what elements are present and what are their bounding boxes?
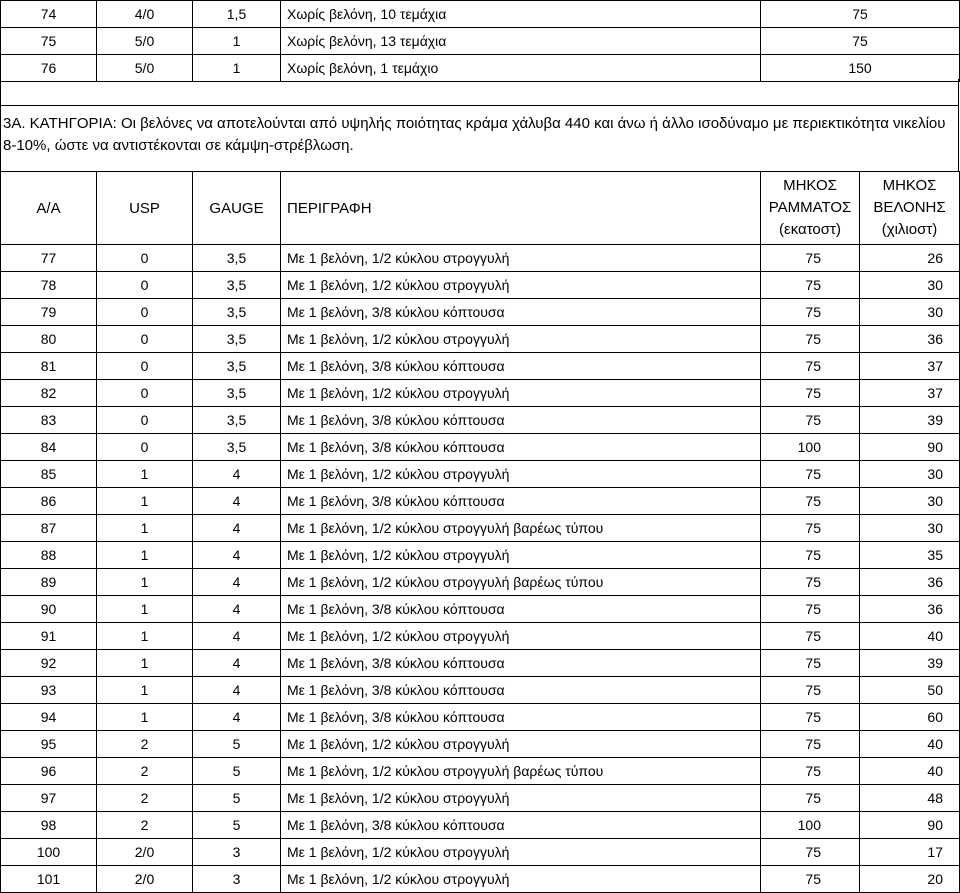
header-id: Α/Α <box>1 172 97 245</box>
cell-gauge: 4 <box>193 542 281 569</box>
cell-description: Με 1 βελόνη, 3/8 κύκλου κόπτουσα <box>281 596 761 623</box>
cell-id: 98 <box>1 812 97 839</box>
table-row <box>1 839 960 866</box>
cell-usp: 1 <box>97 623 193 650</box>
cell-usp: 2/0 <box>97 839 193 866</box>
cell-usp: 1 <box>97 650 193 677</box>
header-suture-length-line2: ΡΑΜΜΑΤΟΣ <box>768 199 852 217</box>
cell-usp: 2 <box>97 785 193 812</box>
cell-needle-length: 40 <box>860 731 960 758</box>
cell-suture-length: 75 <box>761 623 860 650</box>
table-row <box>1 515 960 542</box>
cell-description: Με 1 βελόνη, 3/8 κύκλου κόπτουσα <box>281 704 761 731</box>
cell-suture-length: 75 <box>761 704 860 731</box>
cell-id: 101 <box>1 866 97 893</box>
cell-gauge: 3,5 <box>193 434 281 461</box>
table-row <box>1 353 960 380</box>
cell-gauge: 3,5 <box>193 245 281 272</box>
cell-gauge: 4 <box>193 623 281 650</box>
cell-description: Με 1 βελόνη, 1/2 κύκλου στρογγυλή βαρέως τύπου <box>281 758 761 785</box>
cell-needle-length: 37 <box>860 353 960 380</box>
cell-gauge: 3 <box>193 839 281 866</box>
cell-gauge: 3,5 <box>193 353 281 380</box>
cell-id: 84 <box>1 434 97 461</box>
cell-usp: 1 <box>97 515 193 542</box>
cell-id: 85 <box>1 461 97 488</box>
cell-needle-length: 40 <box>860 758 960 785</box>
cell-needle-length: 90 <box>860 434 960 461</box>
cell-id: 90 <box>1 596 97 623</box>
table-row <box>1 326 960 353</box>
cell-needle-length: 40 <box>860 623 960 650</box>
cell-id: 91 <box>1 623 97 650</box>
table-row <box>1 380 960 407</box>
cell-usp: 2 <box>97 731 193 758</box>
cell-needle-length: 36 <box>860 569 960 596</box>
cell-suture-length: 150 <box>761 55 960 82</box>
cell-gauge: 3,5 <box>193 272 281 299</box>
cell-id: 74 <box>1 1 97 28</box>
cell-id: 97 <box>1 785 97 812</box>
cell-usp: 1 <box>97 596 193 623</box>
cell-gauge: 1 <box>193 55 281 82</box>
cell-usp: 0 <box>97 434 193 461</box>
cell-description: Με 1 βελόνη, 3/8 κύκλου κόπτουσα <box>281 407 761 434</box>
cell-id: 95 <box>1 731 97 758</box>
cell-usp: 2 <box>97 758 193 785</box>
header-gauge: GAUGE <box>193 172 281 245</box>
cell-gauge: 5 <box>193 731 281 758</box>
cell-suture-length: 75 <box>761 866 860 893</box>
cell-suture-length: 75 <box>761 245 860 272</box>
cell-needle-length: 37 <box>860 380 960 407</box>
cell-gauge: 4 <box>193 704 281 731</box>
section-note-text: 3Α. ΚΑΤΗΓΟΡΙΑ: Οι βελόνες να αποτελούνται από υψηλής ποιότητας κράμα χάλυβα 440 και άνω ή άλλο ισοδύναμο με περιεκτικότητα νικελίου 8-10%, ώστε να αντιστέκονται σε κάμψη-στρέβλωση. <box>3 115 946 154</box>
table-row <box>1 299 960 326</box>
cell-suture-length: 75 <box>761 731 860 758</box>
cell-usp: 1 <box>97 569 193 596</box>
cell-gauge: 3 <box>193 866 281 893</box>
cell-needle-length: 20 <box>860 866 960 893</box>
cell-id: 92 <box>1 650 97 677</box>
cell-needle-length: 90 <box>860 812 960 839</box>
cell-needle-length: 30 <box>860 461 960 488</box>
table-row <box>1 461 960 488</box>
cell-id: 88 <box>1 542 97 569</box>
cell-suture-length: 75 <box>761 515 860 542</box>
cell-gauge: 4 <box>193 515 281 542</box>
cell-needle-length: 48 <box>860 785 960 812</box>
cell-suture-length: 75 <box>761 407 860 434</box>
cell-suture-length: 75 <box>761 1 960 28</box>
cell-description: Με 1 βελόνη, 1/2 κύκλου στρογγυλή <box>281 731 761 758</box>
cell-id: 81 <box>1 353 97 380</box>
cell-id: 78 <box>1 272 97 299</box>
header-suture-length-line1: ΜΗΚΟΣ <box>783 177 837 195</box>
cell-description: Χωρίς βελόνη, 10 τεμάχια <box>281 1 761 28</box>
section-note <box>0 105 959 171</box>
cell-gauge: 1,5 <box>193 1 281 28</box>
cell-id: 83 <box>1 407 97 434</box>
cell-needle-length: 30 <box>860 299 960 326</box>
cell-id: 96 <box>1 758 97 785</box>
cell-description: Με 1 βελόνη, 3/8 κύκλου κόπτουσα <box>281 434 761 461</box>
cell-gauge: 5 <box>193 785 281 812</box>
cell-suture-length: 75 <box>761 839 860 866</box>
cell-id: 86 <box>1 488 97 515</box>
cell-gauge: 4 <box>193 650 281 677</box>
cell-usp: 0 <box>97 299 193 326</box>
table-row <box>1 731 960 758</box>
cell-id: 75 <box>1 28 97 55</box>
cell-suture-length: 75 <box>761 28 960 55</box>
table-row <box>1 407 960 434</box>
cell-gauge: 4 <box>193 461 281 488</box>
table-row <box>1 677 960 704</box>
cell-gauge: 3,5 <box>193 326 281 353</box>
cell-needle-length: 17 <box>860 839 960 866</box>
header-needle-length-line2: ΒΕΛΟΝΗΣ <box>873 199 946 217</box>
cell-suture-length: 75 <box>761 488 860 515</box>
cell-needle-length: 39 <box>860 650 960 677</box>
cell-usp: 1 <box>97 704 193 731</box>
cell-gauge: 3,5 <box>193 299 281 326</box>
table-row <box>1 812 960 839</box>
cell-needle-length: 30 <box>860 272 960 299</box>
table-row <box>1 650 960 677</box>
cell-suture-length: 100 <box>761 812 860 839</box>
cell-needle-length: 30 <box>860 515 960 542</box>
cell-id: 100 <box>1 839 97 866</box>
cell-description: Με 1 βελόνη, 1/2 κύκλου στρογγυλή <box>281 461 761 488</box>
table-header-row <box>1 172 960 245</box>
blank-row <box>0 79 959 106</box>
table-row <box>1 272 960 299</box>
cell-usp: 1 <box>97 488 193 515</box>
header-description: ΠΕΡΙΓΡΑΦΗ <box>281 172 761 245</box>
cell-suture-length: 75 <box>761 677 860 704</box>
cell-description: Με 1 βελόνη, 1/2 κύκλου στρογγυλή <box>281 785 761 812</box>
table-row <box>1 758 960 785</box>
cell-suture-length: 75 <box>761 353 860 380</box>
cell-gauge: 3,5 <box>193 407 281 434</box>
cell-id: 82 <box>1 380 97 407</box>
table-row <box>1 434 960 461</box>
cell-usp: 0 <box>97 380 193 407</box>
cell-description: Με 1 βελόνη, 1/2 κύκλου στρογγυλή <box>281 326 761 353</box>
cell-description: Χωρίς βελόνη, 13 τεμάχια <box>281 28 761 55</box>
table-row <box>1 704 960 731</box>
cell-description: Με 1 βελόνη, 1/2 κύκλου στρογγυλή <box>281 839 761 866</box>
cell-needle-length: 36 <box>860 326 960 353</box>
cell-gauge: 3,5 <box>193 380 281 407</box>
cell-description: Με 1 βελόνη, 1/2 κύκλου στρογγυλή <box>281 380 761 407</box>
cell-description: Με 1 βελόνη, 3/8 κύκλου κόπτουσα <box>281 650 761 677</box>
cell-gauge: 4 <box>193 677 281 704</box>
header-needle-length-line3: (χιλιοστ) <box>881 220 938 238</box>
cell-needle-length: 35 <box>860 542 960 569</box>
cell-usp: 0 <box>97 353 193 380</box>
cell-usp: 4/0 <box>97 1 193 28</box>
cell-description: Με 1 βελόνη, 1/2 κύκλου στρογγυλή βαρέως τύπου <box>281 569 761 596</box>
top-table-row <box>1 55 960 82</box>
cell-suture-length: 75 <box>761 326 860 353</box>
cell-suture-length: 75 <box>761 461 860 488</box>
table-row <box>1 569 960 596</box>
cell-id: 76 <box>1 55 97 82</box>
cell-gauge: 4 <box>193 596 281 623</box>
sutures-table <box>0 171 960 893</box>
cell-suture-length: 75 <box>761 758 860 785</box>
cell-suture-length: 75 <box>761 380 860 407</box>
header-needle-length-line1: ΜΗΚΟΣ <box>882 177 937 195</box>
cell-id: 77 <box>1 245 97 272</box>
cell-id: 93 <box>1 677 97 704</box>
cell-id: 79 <box>1 299 97 326</box>
cell-gauge: 1 <box>193 28 281 55</box>
cell-usp: 0 <box>97 272 193 299</box>
cell-suture-length: 75 <box>761 650 860 677</box>
cell-usp: 0 <box>97 407 193 434</box>
header-suture-length <box>761 172 860 245</box>
cell-gauge: 4 <box>193 569 281 596</box>
cell-usp: 5/0 <box>97 28 193 55</box>
cell-id: 94 <box>1 704 97 731</box>
cell-description: Με 1 βελόνη, 1/2 κύκλου στρογγυλή <box>281 542 761 569</box>
header-suture-length-line3: (εκατοστ) <box>779 220 841 238</box>
cell-description: Με 1 βελόνη, 1/2 κύκλου στρογγυλή <box>281 866 761 893</box>
cell-description: Με 1 βελόνη, 3/8 κύκλου κόπτουσα <box>281 812 761 839</box>
cell-usp: 0 <box>97 326 193 353</box>
cell-description: Με 1 βελόνη, 1/2 κύκλου στρογγυλή βαρέως τύπου <box>281 515 761 542</box>
cell-description: Με 1 βελόνη, 1/2 κύκλου στρογγυλή <box>281 623 761 650</box>
table-row <box>1 245 960 272</box>
cell-usp: 1 <box>97 461 193 488</box>
cell-description: Με 1 βελόνη, 1/2 κύκλου στρογγυλή <box>281 272 761 299</box>
cell-suture-length: 75 <box>761 542 860 569</box>
cell-suture-length: 75 <box>761 272 860 299</box>
cell-usp: 1 <box>97 677 193 704</box>
cell-description: Με 1 βελόνη, 1/2 κύκλου στρογγυλή <box>281 245 761 272</box>
header-usp: USP <box>97 172 193 245</box>
cell-gauge: 5 <box>193 758 281 785</box>
cell-needle-length: 60 <box>860 704 960 731</box>
cell-description: Με 1 βελόνη, 3/8 κύκλου κόπτουσα <box>281 488 761 515</box>
table-row <box>1 785 960 812</box>
cell-description: Με 1 βελόνη, 3/8 κύκλου κόπτουσα <box>281 353 761 380</box>
table-row <box>1 596 960 623</box>
cell-usp: 2/0 <box>97 866 193 893</box>
table-row <box>1 488 960 515</box>
cell-gauge: 4 <box>193 488 281 515</box>
cell-usp: 1 <box>97 542 193 569</box>
header-needle-length <box>860 172 960 245</box>
cell-usp: 2 <box>97 812 193 839</box>
table-row <box>1 623 960 650</box>
previous-section-table <box>0 0 960 82</box>
cell-needle-length: 50 <box>860 677 960 704</box>
cell-usp: 0 <box>97 245 193 272</box>
cell-needle-length: 26 <box>860 245 960 272</box>
table-row <box>1 866 960 893</box>
cell-suture-length: 75 <box>761 569 860 596</box>
cell-needle-length: 30 <box>860 488 960 515</box>
cell-description: Με 1 βελόνη, 3/8 κύκλου κόπτουσα <box>281 299 761 326</box>
cell-usp: 5/0 <box>97 55 193 82</box>
cell-suture-length: 75 <box>761 785 860 812</box>
table-row <box>1 542 960 569</box>
cell-gauge: 5 <box>193 812 281 839</box>
cell-id: 89 <box>1 569 97 596</box>
cell-suture-length: 75 <box>761 596 860 623</box>
cell-description: Με 1 βελόνη, 3/8 κύκλου κόπτουσα <box>281 677 761 704</box>
cell-suture-length: 100 <box>761 434 860 461</box>
cell-needle-length: 36 <box>860 596 960 623</box>
top-table-row <box>1 1 960 28</box>
top-table-row <box>1 28 960 55</box>
cell-id: 80 <box>1 326 97 353</box>
cell-id: 87 <box>1 515 97 542</box>
cell-suture-length: 75 <box>761 299 860 326</box>
cell-needle-length: 39 <box>860 407 960 434</box>
cell-description: Χωρίς βελόνη, 1 τεμάχιο <box>281 55 761 82</box>
